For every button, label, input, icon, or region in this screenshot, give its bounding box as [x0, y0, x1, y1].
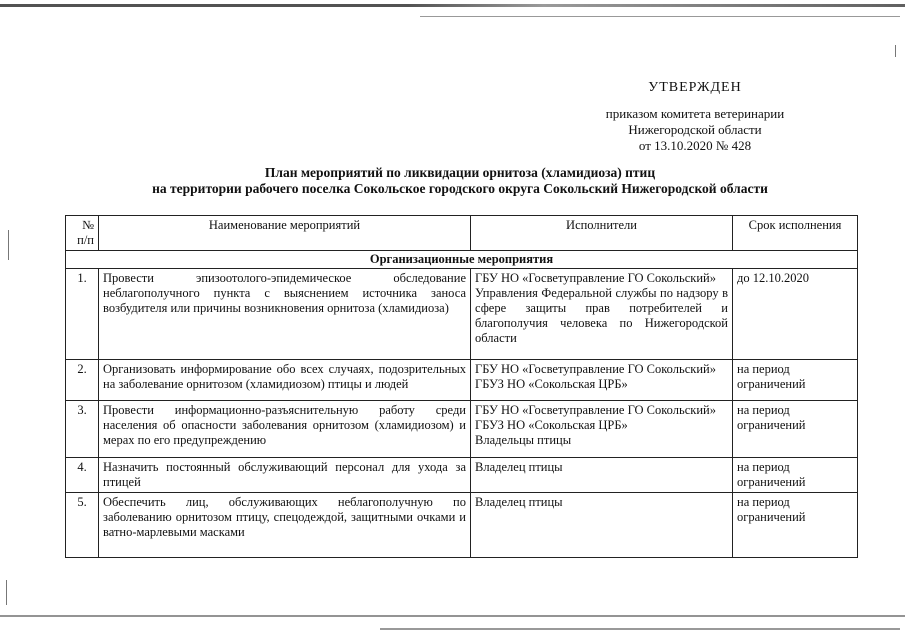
scan-edge-mark — [895, 45, 896, 57]
scan-line-top — [420, 16, 900, 17]
row-deadline: на период ограничений — [733, 458, 858, 493]
row-executors — [471, 458, 733, 493]
row-measure: Организовать информирование обо всех случаях, подозрительных на заболевание орнитозом (хламидиозом) птицы и людей — [99, 360, 471, 401]
table-row — [66, 401, 858, 458]
row-num: 2. — [66, 360, 99, 401]
row-num: 1. — [66, 269, 99, 360]
header-executors: Исполнители — [471, 216, 733, 251]
measures-table — [65, 215, 858, 558]
table-row — [66, 269, 858, 360]
row-measure: Назначить постоянный обслуживающий персонал для ухода за птицей — [99, 458, 471, 493]
scan-edge-mark — [6, 580, 7, 605]
header-deadline: Срок исполнения — [733, 216, 858, 251]
executor: Управления Федеральной службы по надзору в сфере защиты прав потребителей и благополучия человека по Нижегородской области — [475, 286, 728, 345]
row-num: 4. — [66, 458, 99, 493]
table-row — [66, 458, 858, 493]
approval-stamp: УТВЕРЖДЕН — [648, 80, 742, 95]
executor: Владельцы птицы — [475, 433, 572, 447]
document-title — [60, 165, 860, 197]
executor: ГБУЗ НО «Сокольская ЦРБ» — [475, 377, 628, 391]
table-row — [66, 493, 858, 558]
row-executors — [471, 269, 733, 360]
header-num: № п/п — [66, 216, 99, 251]
table-header-row — [66, 216, 858, 251]
row-num: 3. — [66, 401, 99, 458]
approval-block — [560, 80, 830, 154]
row-deadline: на период ограничений — [733, 401, 858, 458]
row-measure: Провести эпизоотолого-эпидемическое обследование неблагополучного пункта с выяснением источника заноса возбудителя или причины возникновения орнитоза (хламидиоза) — [99, 269, 471, 360]
executor: ГБУ НО «Госветуправление ГО Сокольский» — [475, 362, 716, 376]
row-deadline: на период ограничений — [733, 493, 858, 558]
row-executors — [471, 493, 733, 558]
executor: Владелец птицы — [475, 495, 563, 509]
row-executors — [471, 360, 733, 401]
approval-line: от 13.10.2020 № 428 — [638, 138, 752, 153]
executor: ГБУЗ НО «Сокольская ЦРБ» — [475, 418, 628, 432]
title-line: на территории рабочего поселка Сокольское городского округа Сокольский Нижегородской области — [152, 181, 768, 196]
executor: Владелец птицы — [475, 460, 563, 474]
title-line: План мероприятий по ликвидации орнитоза (хламидиоза) птиц — [264, 165, 656, 180]
scan-edge-mark — [8, 230, 9, 260]
approval-line: приказом комитета ветеринарии — [605, 106, 785, 121]
section-row — [66, 251, 858, 269]
row-deadline: до 12.10.2020 — [733, 269, 858, 360]
executor: ГБУ НО «Госветуправление ГО Сокольский» — [475, 271, 716, 285]
scan-edge-top — [0, 4, 905, 7]
section-title: Организационные мероприятия — [66, 251, 858, 269]
row-deadline: на период ограничений — [733, 360, 858, 401]
row-measure: Обеспечить лиц, обслуживающих неблагополучную по заболеванию орнитозом птицу, спецодеждой, защитными очками и ватно-марлевыми масками — [99, 493, 471, 558]
row-num: 5. — [66, 493, 99, 558]
row-measure: Провести информационно-разъяснительную работу среди населения об опасности заболевания орнитозом (хламидиозом) и мерах по его предупреждению — [99, 401, 471, 458]
scan-edge-bottom — [0, 615, 905, 617]
executor: ГБУ НО «Госветуправление ГО Сокольский» — [475, 403, 716, 417]
row-executors — [471, 401, 733, 458]
table-row — [66, 360, 858, 401]
approval-line: Нижегородской области — [628, 122, 762, 137]
header-name: Наименование мероприятий — [99, 216, 471, 251]
scan-line-bottom — [380, 628, 900, 630]
